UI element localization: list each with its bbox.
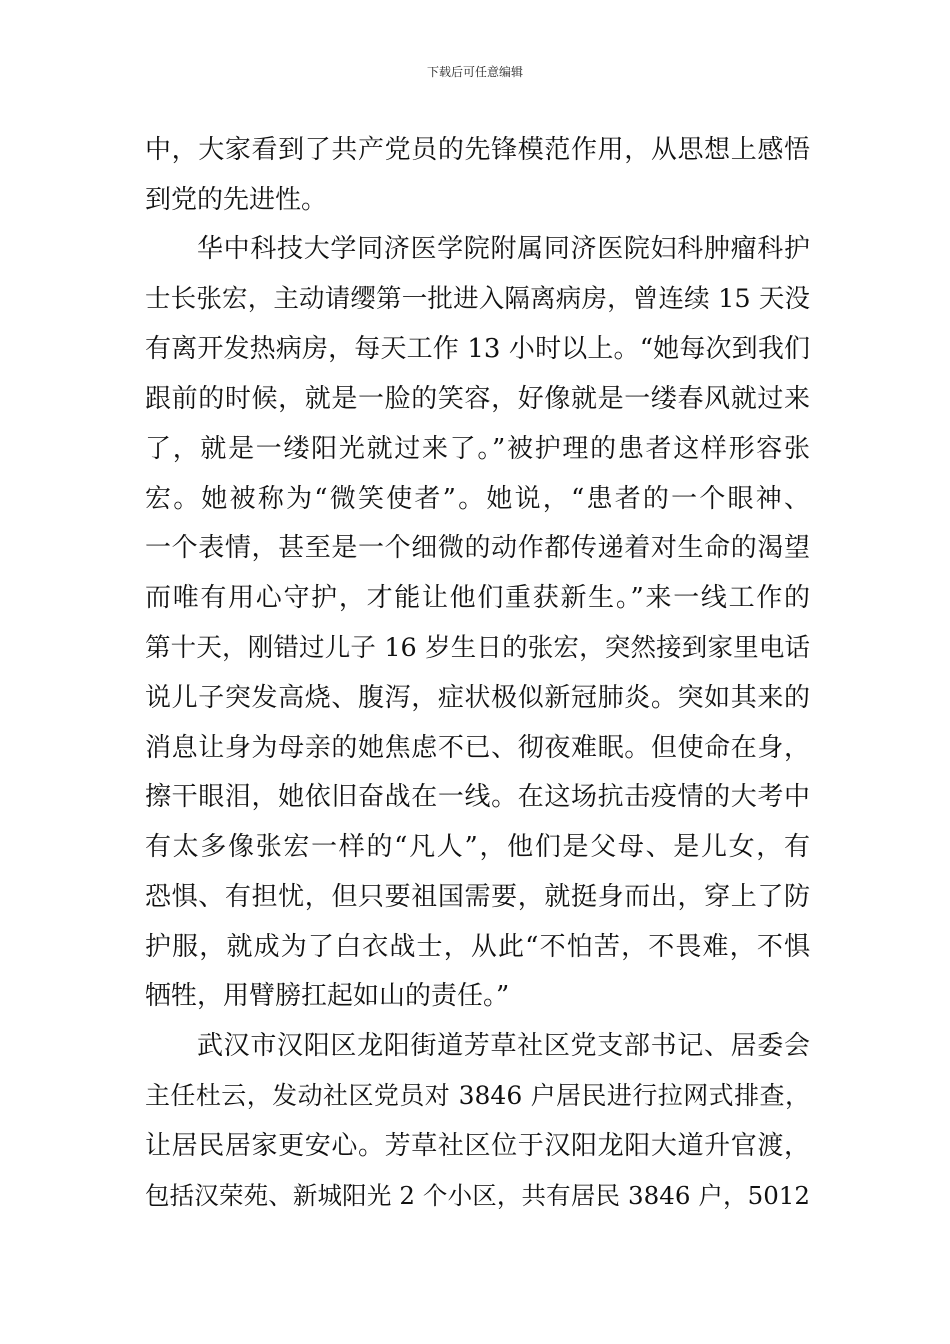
text-line: 让居民居家更安心。芳草社区位于汉阳龙阳大道升官渡，: [145, 1131, 810, 1161]
text-line: 护服，就成为了白衣战士，从此“不怕苦，不畏难，不惧: [145, 932, 810, 962]
text-line: 华中科技大学同济医学院附属同济医院妇科肿瘤科护: [197, 234, 810, 264]
text-line: 主任杜云，发动社区党员对 3846 户居民进行拉网式排查，: [145, 1081, 810, 1110]
page-header: 下载后可任意编辑: [426, 65, 523, 79]
text-line: 有太多像张宏一样的“凡人”，他们是父母、是儿女，有: [145, 832, 810, 862]
text-line: 一个表情，甚至是一个细微的动作都传递着对生命的渴望: [145, 533, 810, 563]
text-line: 到党的先进性。: [145, 185, 328, 215]
text-line: 恐惧、有担忧，但只要祖国需要，就挺身而出，穿上了防: [145, 882, 810, 912]
text-line: 而唯有用心守护，才能让他们重获新生。”来一线工作的: [145, 583, 810, 613]
text-line: 宏。她被称为“微笑使者”。她说，“患者的一个眼神、: [145, 484, 810, 514]
text-line: 了，就是一缕阳光就过来了。”被护理的患者这样形容张: [145, 434, 810, 464]
text-line: 中，大家看到了共产党员的先锋模范作用，从思想上感悟: [145, 135, 810, 165]
text-line: 武汉市汉阳区龙阳街道芳草社区党支部书记、居委会: [197, 1031, 810, 1061]
text-line: 消息让身为母亲的她焦虑不已、彻夜难眠。但使命在身，: [145, 733, 810, 763]
text-line: 士长张宏，主动请缨第一批进入隔离病房，曾连续 15 天没: [145, 284, 810, 314]
text-line: 有离开发热病房，每天工作 13 小时以上。“她每次到我们: [145, 334, 810, 364]
text-line: 包括汉荣苑、新城阳光 2 个小区，共有居民 3846 户，5012: [145, 1181, 810, 1210]
text-line: 说儿子突发高烧、腹泻，症状极似新冠肺炎。突如其来的: [145, 683, 810, 713]
text-line: 第十天，刚错过儿子 16 岁生日的张宏，突然接到家里电话: [145, 633, 810, 663]
text-line: 擦干眼泪，她依旧奋战在一线。在这场抗击疫情的大考中: [145, 782, 810, 812]
text-line: 牺牲，用臂膀扛起如山的责任。”: [145, 981, 510, 1011]
text-line: 跟前的时候，就是一脸的笑容，好像就是一缕春风就过来: [145, 384, 810, 414]
